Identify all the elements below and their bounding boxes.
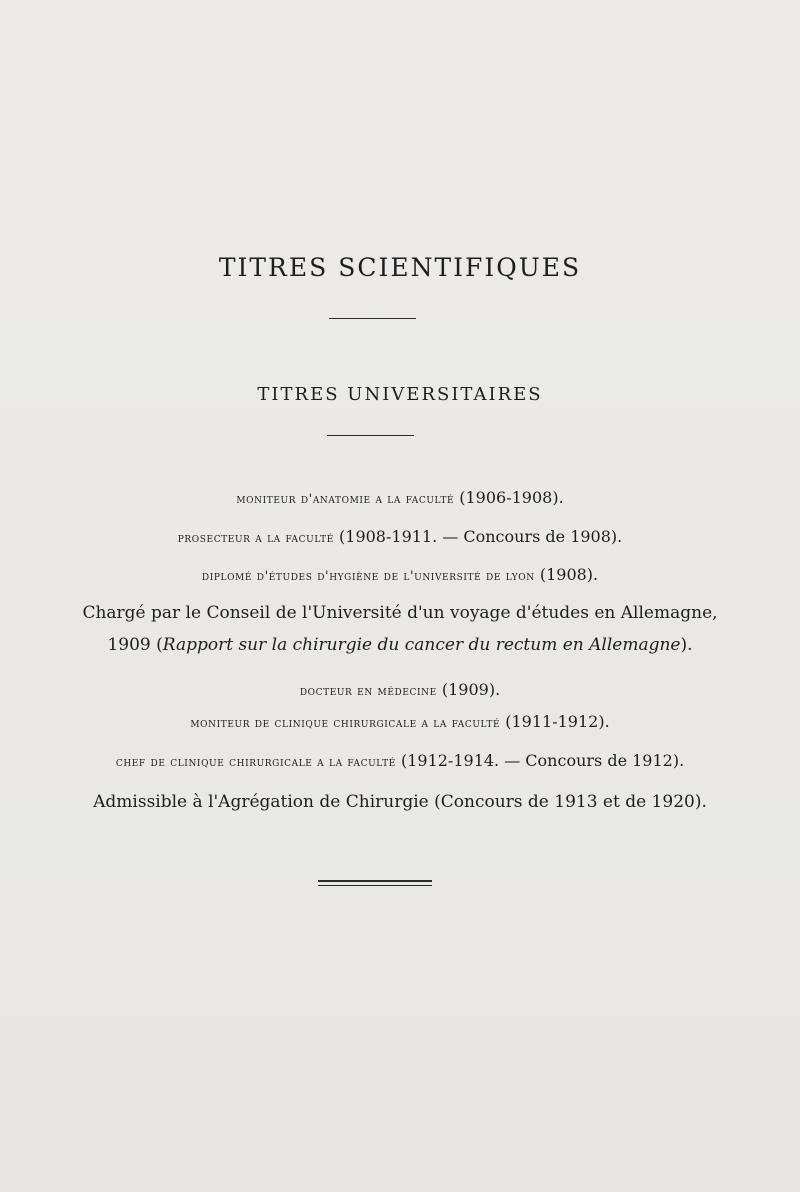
closing-double-rule-top xyxy=(318,880,432,882)
entry-moniteur-anatomie xyxy=(0,488,800,507)
entry-label: diplomé d'études d'hygiène de l'université de lyon xyxy=(201,569,535,584)
entry-label: prosecteur a la faculté xyxy=(177,531,334,546)
entry-suffix: ). xyxy=(680,635,693,655)
entry-dates: (1911-1912). xyxy=(500,712,610,731)
entry-label: chef de clinique chirurgicale a la faculté xyxy=(115,755,396,770)
entry-agregation: Admissible à l'Agrégation de Chirurgie (Concours de 1913 et de 1920). xyxy=(93,792,707,812)
entry-dates: (1908-1911. — Concours de 1908). xyxy=(333,527,623,546)
entry-diplome-hygiene xyxy=(0,565,800,584)
entry-prosecteur xyxy=(0,527,800,546)
entry-moniteur-clinique xyxy=(0,712,800,731)
entry-dates: (1906-1908). xyxy=(454,488,564,507)
entry-label: moniteur d'anatomie a la faculté xyxy=(236,492,455,507)
entry-year: 1909 ( xyxy=(107,635,163,655)
entry-docteur-medecine xyxy=(0,680,800,699)
page-title: TITRES SCIENTIFIQUES xyxy=(218,253,582,282)
section-divider xyxy=(327,435,414,436)
entry-dates: (1912-1914. — Concours de 1912). xyxy=(395,751,685,770)
entry-dates: (1908). xyxy=(534,565,599,584)
entry-voyage-line-1: Chargé par le Conseil de l'Université d'un voyage d'études en Allemagne, xyxy=(82,603,718,623)
entry-label: docteur en médecine xyxy=(299,684,437,699)
section-title: TITRES UNIVERSITAIRES xyxy=(257,384,543,405)
entry-voyage-line-2 xyxy=(0,635,800,655)
title-divider xyxy=(329,318,416,319)
closing-double-rule-bottom xyxy=(318,885,432,886)
entry-chef-clinique xyxy=(0,751,800,770)
entry-label: moniteur de clinique chirurgicale a la faculté xyxy=(190,716,501,731)
entry-dates: (1909). xyxy=(436,680,501,699)
report-title: Rapport sur la chirurgie du cancer du rectum en Allemagne xyxy=(162,635,681,655)
